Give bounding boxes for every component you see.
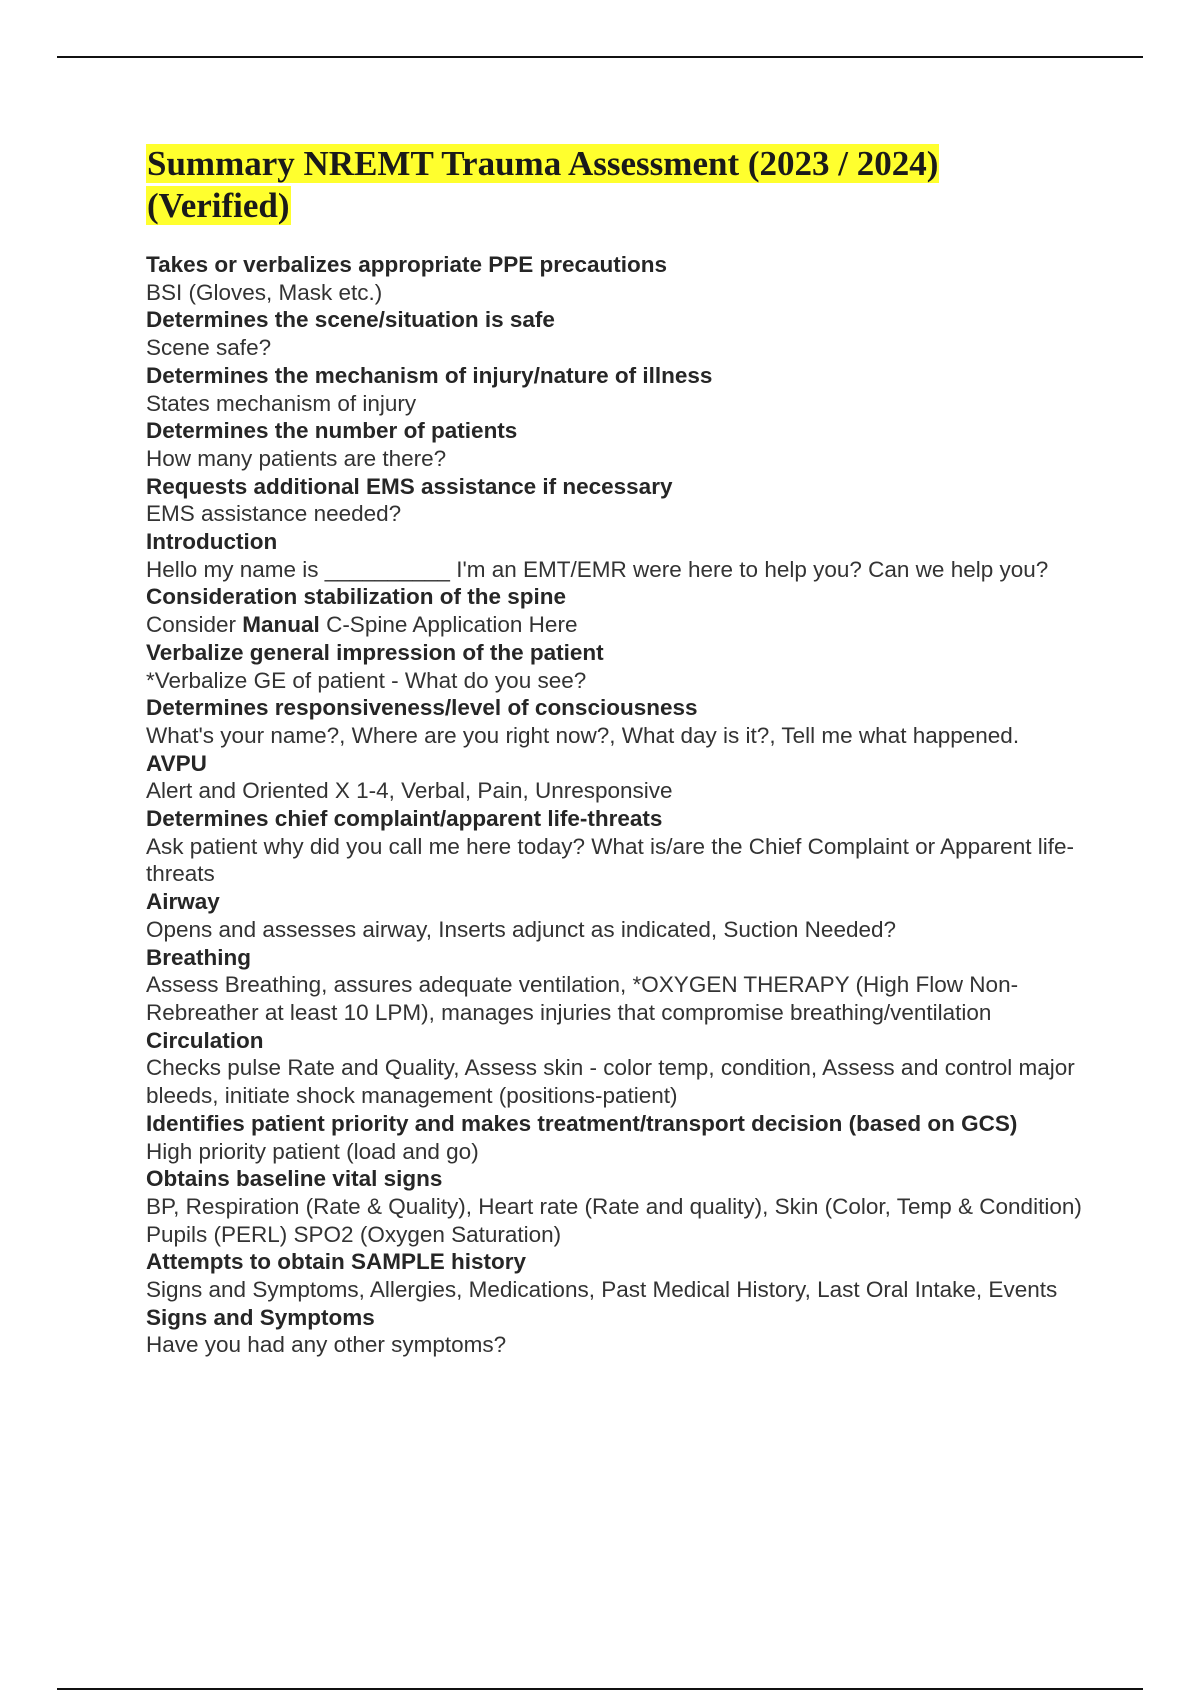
entry-text: States mechanism of injury — [146, 390, 417, 416]
list-item — [146, 639, 1106, 694]
list-item — [146, 251, 1106, 306]
entry-heading: Breathing — [146, 944, 252, 970]
title-line-2: (Verified) — [147, 186, 290, 225]
entry-text: Checks pulse Rate and Quality, Assess skin - color temp, condition, Assess and control major bleeds, initiate shock management (positions-patient) — [146, 1055, 1075, 1109]
entry-heading: Takes or verbalizes appropriate PPE precautions — [146, 252, 668, 277]
list-item — [146, 694, 1106, 749]
entry-text — [146, 611, 1106, 639]
list-item — [146, 888, 1106, 943]
list-item — [146, 1165, 1106, 1248]
entry-heading: Introduction — [146, 529, 278, 555]
entry-text: *Verbalize GE of patient - What do you see? — [146, 667, 587, 693]
entry-heading: AVPU — [146, 750, 207, 776]
list-item — [146, 473, 1106, 528]
entry-heading: Verbalize general impression of the patient — [146, 639, 604, 665]
entry-text: Assess Breathing, assures adequate ventilation, *OXYGEN THERAPY (High Flow Non-Rebreather at least 10 LPM), manages injuries that compromise breathing/ventilation — [146, 972, 1019, 1025]
list-item — [146, 1027, 1106, 1110]
list-item — [146, 750, 1106, 805]
list-item — [146, 1304, 1106, 1359]
entry-heading: Circulation — [146, 1027, 264, 1053]
entry-text: Signs and Symptoms, Allergies, Medications, Past Medical History, Last Oral Intake, Events — [146, 1277, 1058, 1303]
entry-heading: Airway — [146, 889, 220, 915]
entry-heading: Consideration stabilization of the spine — [146, 584, 567, 610]
top-rule — [57, 56, 1143, 58]
entry-text: Ask patient why did you call me here today? What is/are the Chief Complaint or Apparent life-threats — [146, 833, 1074, 887]
entry-text-suffix: C-Spine Application Here — [319, 612, 578, 638]
entry-text: Scene safe? — [146, 335, 272, 361]
list-item — [146, 1110, 1106, 1165]
list-item — [146, 528, 1106, 583]
list-item — [146, 417, 1106, 472]
entry-heading: Determines the scene/situation is safe — [146, 307, 555, 333]
entry-heading: Attempts to obtain SAMPLE history — [146, 1249, 527, 1275]
entry-heading: Determines responsiveness/level of consciousness — [146, 695, 698, 721]
entry-text: Opens and assesses airway, Inserts adjunct as indicated, Suction Needed? — [146, 916, 897, 942]
entry-text: Alert and Oriented X 1-4, Verbal, Pain, Unresponsive — [146, 778, 673, 804]
document-title — [146, 143, 1106, 227]
entry-heading: Determines chief complaint/apparent life-threats — [146, 806, 663, 832]
document-body — [146, 143, 1106, 1359]
entry-heading: Requests additional EMS assistance if necessary — [146, 473, 673, 499]
assessment-list — [146, 251, 1106, 1359]
list-item — [146, 362, 1106, 417]
entry-text-prefix: Consider — [146, 612, 243, 638]
entry-text: BP, Respiration (Rate & Quality), Heart rate (Rate and quality), Skin (Color, Temp & Condition) Pupils (PERL) SPO2 (Oxygen Saturation) — [146, 1193, 1082, 1247]
list-item — [146, 583, 1106, 638]
list-item — [146, 1248, 1106, 1303]
entry-text: How many patients are there? — [146, 445, 447, 471]
title-line-1: Summary NREMT Trauma Assessment (2023 / 2024) — [147, 144, 939, 183]
entry-text: Hello my name is __________ I'm an EMT/EMR were here to help you? Can we help you? — [146, 556, 1049, 582]
list-item — [146, 944, 1106, 1027]
entry-heading: Identifies patient priority and makes treatment/transport decision (based on GCS) — [146, 1110, 1018, 1136]
entry-text: What's your name?, Where are you right now?, What day is it?, Tell me what happened. — [146, 722, 1020, 748]
entry-heading: Obtains baseline vital signs — [146, 1166, 443, 1192]
bottom-rule — [57, 1688, 1143, 1690]
entry-heading: Determines the number of patients — [146, 418, 518, 444]
list-item — [146, 805, 1106, 888]
entry-text: High priority patient (load and go) — [146, 1138, 479, 1164]
entry-text-emphasis: Manual — [242, 612, 320, 638]
entry-heading: Signs and Symptoms — [146, 1304, 375, 1330]
entry-text: BSI (Gloves, Mask etc.) — [146, 279, 383, 305]
entry-text: EMS assistance needed? — [146, 501, 402, 527]
list-item — [146, 306, 1106, 361]
entry-heading: Determines the mechanism of injury/nature of illness — [146, 362, 713, 388]
entry-text: Have you had any other symptoms? — [146, 1332, 507, 1358]
